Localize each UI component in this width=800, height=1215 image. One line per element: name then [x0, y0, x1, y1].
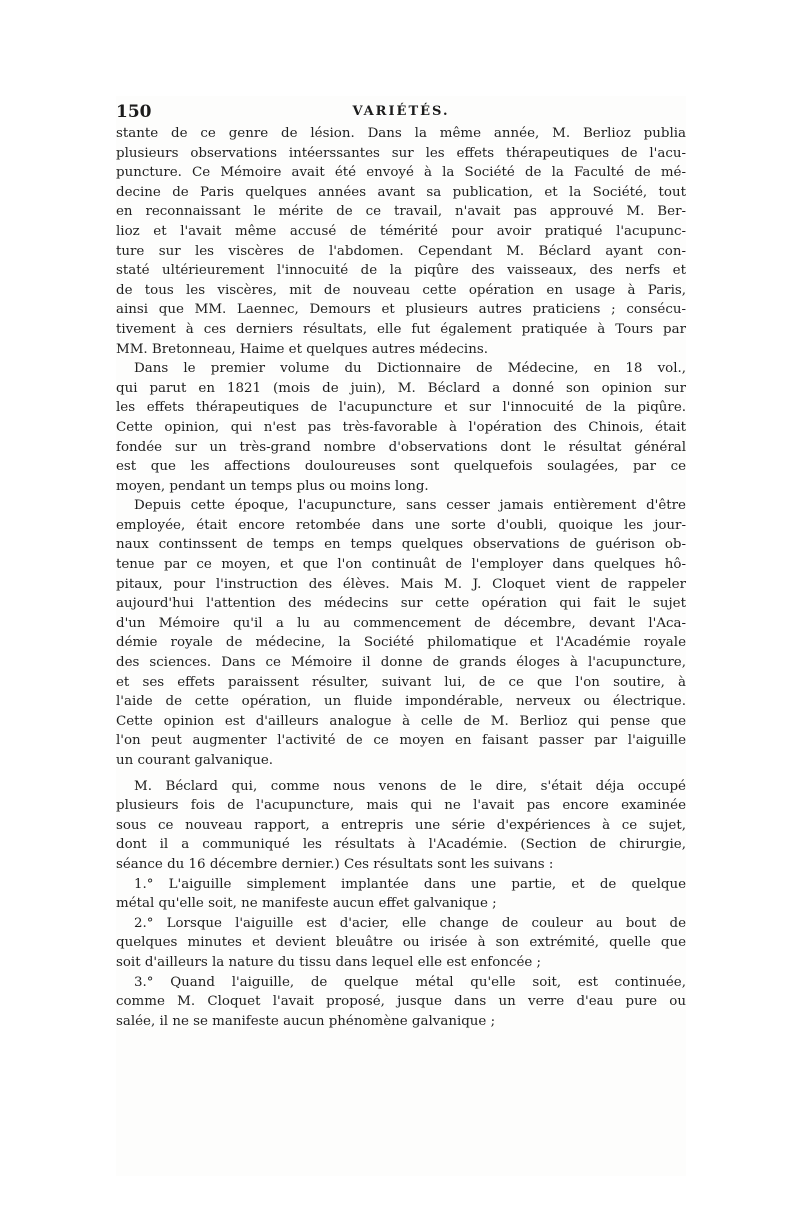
- text-line: quelques minutes et devient bleuâtre ou irisée à son extrémité, quelle que: [116, 935, 686, 951]
- running-head: VARIÉTÉS.: [352, 104, 450, 119]
- text-line: séance du 16 décembre dernier.) Ces résultats sont les suivans :: [116, 856, 554, 872]
- paragraph: [116, 359, 686, 496]
- article-body: [116, 124, 686, 1031]
- text-line: Cette opinion est d'ailleurs analogue à celle de M. Berlioz qui pense que: [116, 713, 686, 729]
- text-line: Depuis cette époque, l'acupuncture, sans cesser jamais entièrement d'être: [134, 498, 686, 514]
- text-line: M. Béclard qui, comme nous venons de le dire, s'était déja occupé: [134, 778, 686, 794]
- paragraph: [116, 124, 686, 359]
- text-line: l'on peut augmenter l'activité de ce moyen en faisant passer par l'aiguille: [116, 733, 686, 749]
- text-line: comme M. Cloquet l'avait proposé, jusque dans un verre d'eau pure ou: [116, 994, 686, 1010]
- text-line: d'un Mémoire qu'il a lu au commencement de décembre, devant l'Aca-: [116, 615, 686, 631]
- text-line: naux continssent de temps en temps quelques observations de guérison ob-: [116, 537, 686, 553]
- list-item: [116, 875, 686, 914]
- text-line: tivement à ces derniers résultats, elle fut également pratiquée à Tours par: [116, 321, 686, 337]
- text-line: les effets thérapeutiques de l'acupuncture et sur l'innocuité de la piqûre.: [116, 400, 686, 416]
- text-line: ainsi que MM. Laennec, Demours et plusieurs autres praticiens ; consécu-: [116, 302, 686, 318]
- text-line: employée, était encore retombée dans une sorte d'oubli, quoique les jour-: [116, 517, 686, 533]
- page-number: 150: [116, 102, 152, 122]
- text-line: qui parut en 1821 (mois de juin), M. Béclard a donné son opinion sur: [116, 380, 686, 396]
- text-line: pitaux, pour l'instruction des élèves. Mais M. J. Cloquet vient de rappeler: [116, 576, 686, 592]
- text-line: métal qu'elle soit, ne manifeste aucun effet galvanique ;: [116, 896, 497, 912]
- text-line: MM. Bretonneau, Haime et quelques autres médecins.: [116, 341, 488, 357]
- text-line: moyen, pendant un temps plus ou moins long.: [116, 478, 429, 494]
- text-line: plusieurs observations intéerssantes sur les effets thérapeutiques de l'acu-: [116, 145, 686, 161]
- text-line: des sciences. Dans ce Mémoire il donne de grands éloges à l'acupuncture,: [116, 655, 686, 671]
- list-item: [116, 914, 686, 973]
- text-line: Cette opinion, qui n'est pas très-favorable à l'opération des Chinois, était: [116, 419, 686, 435]
- text-line: tenue par ce moyen, et que l'on continuât de l'employer dans quelques hô-: [116, 557, 686, 573]
- text-line: démie royale de médecine, la Société philomatique et l'Académie royale: [116, 635, 686, 651]
- text-line: aujourd'hui l'attention des médecins sur cette opération qui fait le sujet: [116, 596, 686, 612]
- text-line: soit d'ailleurs la nature du tissu dans lequel elle est enfoncée ;: [116, 954, 542, 970]
- text-line: en reconnaissant le mérite de ce travail, n'avait pas approuvé M. Ber-: [116, 204, 686, 220]
- text-line: decine de Paris quelques années avant sa publication, et la Société, tout: [116, 184, 686, 200]
- text-line: 1.° L'aiguille simplement implantée dans une partie, et de quelque: [134, 876, 686, 892]
- text-line: stante de ce genre de lésion. Dans la même année, M. Berlioz publia: [116, 126, 686, 141]
- text-line: lioz et l'avait même accusé de témérité pour avoir pratiqué l'acupunc-: [116, 223, 686, 239]
- page-header: [116, 96, 686, 124]
- paragraph: [116, 496, 686, 770]
- paragraph: [116, 777, 686, 875]
- text-line: un courant galvanique.: [116, 753, 274, 768]
- text-line: et ses effets paraissent résulter, suivant lui, de ce que l'on soutire, à: [116, 674, 686, 690]
- book-page: [116, 96, 686, 1176]
- text-line: plusieurs fois de l'acupuncture, mais qui ne l'avait pas encore examinée: [116, 798, 686, 814]
- text-line: l'aide de cette opération, un fluide impondérable, nerveux ou électrique.: [116, 694, 686, 710]
- text-line: 3.° Quand l'aiguille, de quelque métal qu'elle soit, est continuée,: [134, 974, 686, 990]
- text-line: 2.° Lorsque l'aiguille est d'acier, elle change de couleur au bout de: [134, 915, 686, 931]
- text-line: de tous les viscères, mit de nouveau cette opération en usage à Paris,: [116, 282, 686, 298]
- text-line: fondée sur un très-grand nombre d'observations dont le résultat général: [116, 439, 686, 455]
- text-line: sous ce nouveau rapport, a entrepris une série d'expériences à ce sujet,: [116, 817, 686, 833]
- list-item: [116, 973, 686, 1032]
- text-line: dont il a communiqué les résultats à l'Académie. (Section de chirurgie,: [116, 837, 686, 853]
- text-line: staté ultérieurement l'innocuité de la piqûre des vaisseaux, des nerfs et: [116, 263, 686, 279]
- text-line: Dans le premier volume du Dictionnaire de Médecine, en 18 vol.,: [134, 361, 686, 377]
- text-line: puncture. Ce Mémoire avait été envoyé à la Société de la Faculté de mé-: [116, 165, 686, 181]
- text-line: est que les affections douloureuses sont quelquefois soulagées, par ce: [116, 459, 686, 475]
- text-line: ture sur les viscères de l'abdomen. Cependant M. Béclard ayant con-: [116, 243, 686, 259]
- text-line: salée, il ne se manifeste aucun phénomène galvanique ;: [116, 1013, 496, 1029]
